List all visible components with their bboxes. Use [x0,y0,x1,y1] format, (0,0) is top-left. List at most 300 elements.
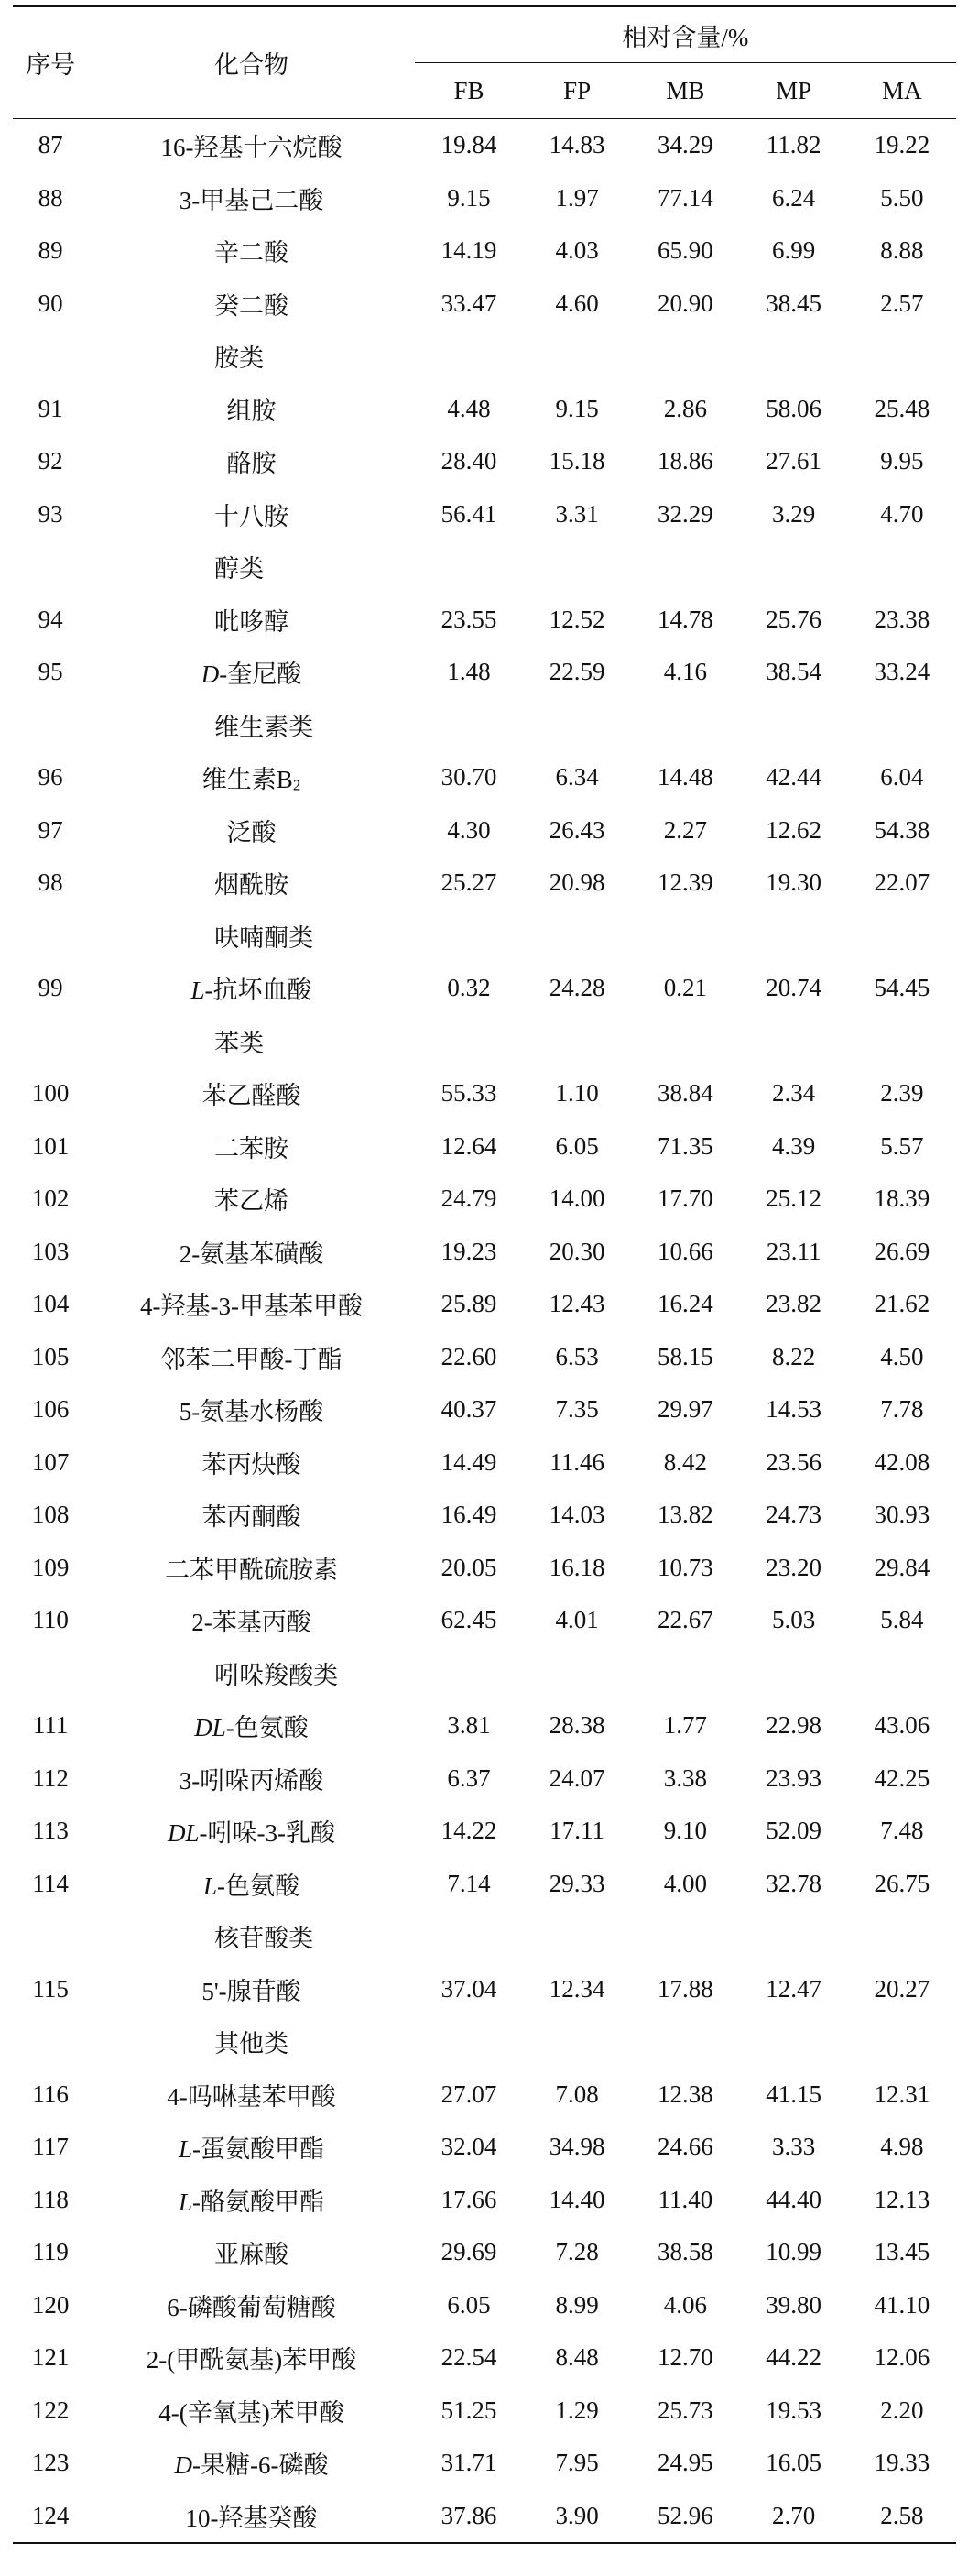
stereo-prefix: DL [168,1819,200,1848]
value-cell-ma: 8.88 [880,236,924,265]
category-label: 苯类 [214,1029,265,1057]
compound-name-text: 辛二酸 [214,239,288,267]
compound-name [191,1602,311,1638]
category-label: 维生素类 [214,713,314,741]
value-cell-mp: 10.99 [766,2238,821,2266]
value-cell-fp: 4.03 [555,236,599,265]
serial-number-cell: 96 [38,763,63,791]
compound-name [175,2445,329,2481]
value-cell-mp: 2.70 [740,2490,848,2544]
value-cell-fb: 16.49 [440,1501,497,1529]
value-cell-fp: 12.43 [549,1290,605,1318]
value-cell-ma: 54.45 [874,974,930,1002]
compound-name-cell [88,1067,415,1120]
category-cell [88,540,415,594]
empty-cell [631,1647,739,1700]
compound-name-cell [88,2331,415,2385]
value-cell-mp: 27.61 [766,447,821,475]
compound-table [13,5,956,2544]
compound-name [165,1550,338,1586]
compound-name [214,865,288,901]
value-cell-mp: 8.22 [771,1342,816,1370]
value-cell-mp: 41.15 [766,2079,821,2108]
serial-number-cell: 114 [32,1869,69,1897]
empty-cell [415,1910,523,1963]
compound-name [147,2340,356,2375]
compound-name-text: 酪胺 [226,450,277,478]
compound-name-cell [88,1542,415,1595]
stereo-prefix: D [201,660,220,689]
compound-name-text: 组胺 [226,397,277,425]
empty-cell [740,1910,848,1963]
category-number-cell [13,910,88,963]
compound-name [214,1181,288,1217]
compound-name-text: -色氨酸 [217,1872,300,1900]
compound-name-text: 2-(甲酰氨基)苯甲酸 [146,2346,357,2374]
compound-name-text: -抗坏血酸 [204,977,312,1005]
value-cell-ma: 2.57 [880,289,924,317]
value-cell-mp: 52.09 [766,1817,821,1845]
compound-name-text: 吡哆醇 [214,607,288,636]
compound-name-cell [88,1120,415,1173]
compound-name-text: 4-(辛氧基)苯甲酸 [158,2398,344,2427]
value-cell-ma: 5.50 [880,183,924,212]
value-cell-fp: 14.00 [549,1184,605,1213]
compound-name-cell [88,1963,415,2016]
category-number-cell [13,540,88,594]
compound-name-text: -蛋氨酸甲酯 [192,2135,325,2164]
value-cell-mb: 25.73 [658,2396,713,2424]
value-cell-fp: 6.53 [555,1342,599,1370]
compound-name-cell [88,224,415,278]
serial-number-cell: 90 [38,289,63,317]
value-cell-fb: 25.27 [440,868,497,897]
serial-number-cell: 108 [31,1501,70,1529]
table-row [13,1963,956,2016]
value-cell-mp: 12.62 [766,815,821,844]
compound-name [203,1866,299,1902]
value-cell-ma: 4.70 [880,499,924,528]
category-row [13,2015,956,2068]
value-cell-mb: 52.96 [631,2490,739,2544]
empty-cell [740,330,848,383]
compound-name-text: 泛酸 [226,818,277,846]
compound-name [227,443,277,479]
header-sample-mp: MP [776,76,812,104]
value-cell-fp: 26.43 [549,815,605,844]
empty-cell [415,1015,523,1068]
serial-number-cell: 121 [31,2343,70,2372]
table-row [13,2279,956,2332]
category-row [13,1910,956,1963]
value-cell-ma: 4.98 [880,2133,924,2161]
table-row [13,2121,956,2174]
serial-number-cell: 119 [32,2238,69,2266]
category-cell [88,699,415,752]
serial-number-cell: 122 [31,2396,70,2424]
compound-name [202,1445,301,1480]
value-cell-mp: 16.05 [766,2449,821,2477]
table-row [13,488,956,541]
compound-name-text: 烟酰胺 [214,871,288,900]
table-row [13,962,956,1015]
value-cell-mb: 13.82 [658,1501,713,1529]
compound-table-container [13,5,956,2544]
table-row [13,1489,956,1542]
empty-cell [848,330,956,383]
value-cell-mp: 58.06 [766,394,821,422]
empty-cell [415,1647,523,1700]
compound-name [214,2234,288,2270]
table-row [13,2437,956,2490]
value-cell-fb: 27.07 [440,2079,497,2108]
value-cell-fp: 20.98 [549,868,605,897]
value-cell-fb: 17.66 [440,2185,497,2213]
value-cell-mp: 23.20 [766,1553,821,1581]
empty-cell [740,1015,848,1068]
value-cell-fb: 56.41 [440,499,497,528]
value-cell-fb: 14.49 [440,1447,497,1476]
category-label: 核苷酸类 [214,1925,314,1953]
value-cell-mb: 14.78 [658,605,713,633]
table-row [13,278,956,331]
value-cell-mp: 23.82 [766,1290,821,1318]
table-row [13,1436,956,1490]
serial-number-cell: 93 [38,499,63,528]
serial-number-cell: 117 [32,2133,69,2161]
value-cell-fb: 19.23 [440,1237,497,1265]
value-cell-fb: 12.64 [440,1131,497,1160]
value-cell-fp: 16.18 [549,1553,605,1581]
category-cell [88,910,415,963]
compound-name-text: 16-羟基十六烷酸 [160,134,343,162]
table-row [13,383,956,436]
category-row [13,1647,956,1700]
empty-cell [848,540,956,594]
value-cell-ma: 18.39 [874,1184,930,1213]
value-cell-ma: 19.22 [874,131,930,159]
value-cell-fp: 29.33 [549,1869,605,1897]
table-row [13,1331,956,1384]
empty-cell [740,540,848,594]
category-cell [88,1910,415,1963]
value-cell-mp: 14.53 [766,1395,821,1424]
serial-number-cell: 110 [32,1606,69,1634]
compound-name [202,759,300,795]
empty-cell [740,910,848,963]
category-label: 胺类 [214,344,265,373]
value-cell-fb: 20.05 [440,1553,497,1581]
stereo-prefix: L [202,1872,218,1900]
table-row [13,2068,956,2122]
compound-name [214,1129,288,1164]
value-cell-mb: 38.84 [658,1079,713,1108]
value-cell-mb: 4.06 [663,2290,708,2319]
table-row [13,1594,956,1647]
empty-cell [631,699,739,752]
table-row [13,172,956,225]
compound-name-text: 二苯胺 [214,1134,288,1162]
value-cell-mb: 9.10 [663,1817,708,1845]
value-cell-mp: 44.40 [766,2185,821,2213]
compound-name-cell [88,1752,415,1806]
compound-name-text: 4-吗啉基苯甲酸 [167,2082,336,2111]
compound-name-text: 邻苯二甲酸-丁酯 [160,1345,343,1373]
value-cell-fp: 9.15 [555,394,599,422]
value-cell-fb: 4.48 [447,394,491,422]
table-row [13,1278,956,1331]
empty-cell [631,540,739,594]
category-label: 其他类 [214,2030,289,2058]
serial-number-cell: 99 [38,974,63,1002]
value-cell-fb: 14.22 [440,1817,497,1845]
table-row [13,804,956,857]
serial-number-cell: 111 [32,1711,69,1740]
value-cell-mp: 24.73 [766,1501,821,1529]
empty-cell [740,1647,848,1700]
value-cell-fb: 19.84 [440,131,497,159]
serial-number-cell: 106 [31,1395,70,1424]
value-cell-fp: 4.01 [555,1606,599,1634]
value-cell-ma: 30.93 [874,1501,930,1529]
value-cell-ma: 25.48 [874,394,930,422]
value-cell-fb: 29.69 [440,2238,497,2266]
table-row [13,1226,956,1279]
serial-number-cell: 118 [32,2185,69,2213]
empty-cell [631,1015,739,1068]
compound-name-cell [88,751,415,804]
value-cell-mb: 24.95 [658,2449,713,2477]
category-label: 醇类 [214,555,265,584]
table-row [13,1805,956,1858]
table-row [13,119,956,172]
value-cell-fb: 32.04 [440,2133,497,2161]
value-cell-ma: 42.25 [874,1763,930,1792]
category-label: 吲哚羧酸类 [214,1661,339,1689]
compound-name-cell [88,2385,415,2438]
compound-name-cell [88,2226,415,2279]
table-row [13,2174,956,2227]
value-cell-fp: 24.28 [549,974,605,1002]
table-row [13,857,956,910]
compound-name-text: -奎尼酸 [219,660,302,689]
compound-name [194,1708,309,1743]
value-cell-mb: 18.86 [658,447,713,475]
empty-cell [848,1910,956,1963]
value-cell-fp: 14.83 [549,131,605,159]
value-cell-fp: 28.38 [549,1711,605,1740]
compound-name-text: 5-氨基水杨酸 [179,1398,324,1426]
value-cell-mb: 12.70 [658,2343,713,2372]
value-cell-mp: 25.12 [766,1184,821,1213]
value-cell-mb: 0.21 [663,974,708,1002]
table-row [13,2385,956,2438]
empty-cell [631,330,739,383]
table-row [13,435,956,488]
table-row [13,2226,956,2279]
value-cell-mb: 34.29 [658,131,713,159]
value-cell-ma: 20.27 [874,1974,930,2003]
value-cell-fp: 22.59 [549,658,605,686]
compound-name [201,1971,300,2007]
table-row [13,2490,956,2544]
value-cell-mp: 32.78 [766,1869,821,1897]
category-number-cell [13,330,88,383]
value-cell-ma: 19.33 [874,2449,930,2477]
compound-name-text: 苯乙烯 [214,1187,288,1216]
compound-name-cell [88,2490,415,2544]
compound-name-cell [88,1436,415,1490]
empty-cell [415,910,523,963]
value-cell-fb: 14.19 [440,236,497,265]
empty-cell [848,910,956,963]
value-cell-mp: 38.54 [766,658,821,686]
category-label: 呋喃酮类 [214,923,314,952]
value-cell-fb: 23.55 [440,605,497,633]
compound-name-text: 4-羟基-3-甲基苯甲酸 [140,1293,363,1321]
compound-name [227,391,277,427]
value-cell-ma: 6.04 [880,763,924,791]
compound-name-text: 10-羟基癸酸 [185,2504,318,2532]
value-cell-fp: 20.30 [549,1237,605,1265]
compound-name [179,1761,324,1796]
value-cell-fb: 22.60 [440,1342,497,1370]
serial-number-cell: 89 [38,236,63,265]
compound-name [179,1392,324,1427]
value-cell-fp: 14.03 [549,1501,605,1529]
value-cell-ma: 13.45 [874,2238,930,2266]
compound-name-text: 3-甲基己二酸 [179,186,324,214]
value-cell-mp: 23.56 [766,1447,821,1476]
compound-name-text: 苯乙醛酸 [201,1082,301,1110]
empty-cell [631,2015,739,2068]
table-header [13,6,956,119]
value-cell-fp: 1.29 [555,2396,599,2424]
serial-number-cell: 123 [31,2449,70,2477]
category-cell [88,1647,415,1700]
empty-cell [523,1910,631,1963]
compound-name [158,2393,343,2429]
value-cell-mb: 17.70 [658,1184,713,1213]
value-cell-ma: 4.50 [880,1342,924,1370]
value-cell-fp: 12.34 [549,1974,605,2003]
value-cell-ma: 21.62 [874,1290,930,1318]
compound-name-cell [88,962,415,1015]
empty-cell [523,330,631,383]
value-cell-mb: 10.73 [658,1553,713,1581]
empty-cell [523,540,631,594]
compound-name-cell [88,119,415,172]
value-cell-mp: 6.99 [771,236,816,265]
serial-number-cell: 100 [31,1079,70,1108]
compound-name-text: 2-苯基丙酸 [191,1609,311,1637]
empty-cell [523,1647,631,1700]
compound-name-cell [88,2121,415,2174]
value-cell-mp: 38.45 [766,289,821,317]
header-sample-fb: FB [453,76,484,104]
empty-cell [848,1015,956,1068]
value-cell-fp: 8.48 [555,2343,599,2372]
value-cell-fp: 6.34 [555,763,599,791]
header-compound: 化合物 [214,51,288,79]
empty-cell [848,2015,956,2068]
value-cell-mb: 65.90 [658,236,713,265]
value-cell-mp: 4.39 [771,1131,816,1160]
category-cell [88,1015,415,1068]
value-cell-mb: 17.88 [658,1974,713,2003]
value-cell-fb: 7.14 [447,1869,491,1897]
value-cell-mb: 38.58 [658,2238,713,2266]
serial-number-cell: 87 [38,131,63,159]
empty-cell [523,699,631,752]
value-cell-mp: 3.33 [771,2133,816,2161]
compound-name-cell [88,488,415,541]
table-row [13,646,956,699]
value-cell-fb: 28.40 [440,447,497,475]
value-cell-fp: 1.97 [555,183,599,212]
compound-name-cell [88,1173,415,1226]
compound-name-cell [88,857,415,910]
category-number-cell [13,1647,88,1700]
value-cell-ma: 26.69 [874,1237,930,1265]
value-cell-fb: 6.37 [447,1763,491,1792]
empty-cell [740,699,848,752]
serial-number-cell: 98 [38,868,63,897]
value-cell-mb: 16.24 [658,1290,713,1318]
value-cell-ma: 26.75 [874,1869,930,1897]
value-cell-mp: 19.30 [766,868,821,897]
compound-name [179,1234,324,1270]
value-cell-mb: 2.86 [663,394,708,422]
value-cell-fb: 30.70 [440,763,497,791]
value-cell-fp: 11.46 [549,1447,605,1476]
value-cell-fb: 37.86 [415,2490,523,2544]
value-cell-mb: 29.97 [658,1395,713,1424]
value-cell-fb: 25.89 [440,1290,497,1318]
compound-name-text: 二苯甲酰硫胺素 [165,1555,338,1584]
value-cell-fb: 4.30 [447,815,491,844]
serial-number-cell: 88 [38,183,63,212]
compound-name-text: 6-磷酸葡萄糖酸 [167,2293,336,2321]
serial-number-cell: 97 [38,815,63,844]
compound-name-text: 5'-腺苷酸 [201,1977,301,2005]
compound-name-text: 亚麻酸 [214,2241,288,2269]
value-cell-fb: 31.71 [440,2449,497,2477]
category-row [13,330,956,383]
value-cell-mb: 22.67 [658,1606,713,1634]
serial-number-cell: 109 [31,1553,70,1581]
serial-number-cell: 101 [31,1131,70,1160]
empty-cell [523,1015,631,1068]
value-cell-ma: 41.10 [874,2290,930,2319]
value-cell-fb: 37.04 [440,1974,497,2003]
value-cell-fb: 9.15 [447,183,491,212]
compound-name [227,813,277,848]
table-row [13,1173,956,1226]
value-cell-ma: 9.95 [880,447,924,475]
compound-name-cell [88,1489,415,1542]
compound-name-cell [88,1226,415,1279]
stereo-prefix: L [178,2135,193,2164]
table-row [13,594,956,647]
value-cell-ma: 2.20 [880,2396,924,2424]
value-cell-mb: 20.90 [658,289,713,317]
serial-number-cell: 107 [31,1447,70,1476]
serial-number-cell: 103 [31,1237,70,1265]
value-cell-fb: 22.54 [440,2343,497,2372]
empty-cell [848,1647,956,1700]
compound-name [214,602,288,638]
